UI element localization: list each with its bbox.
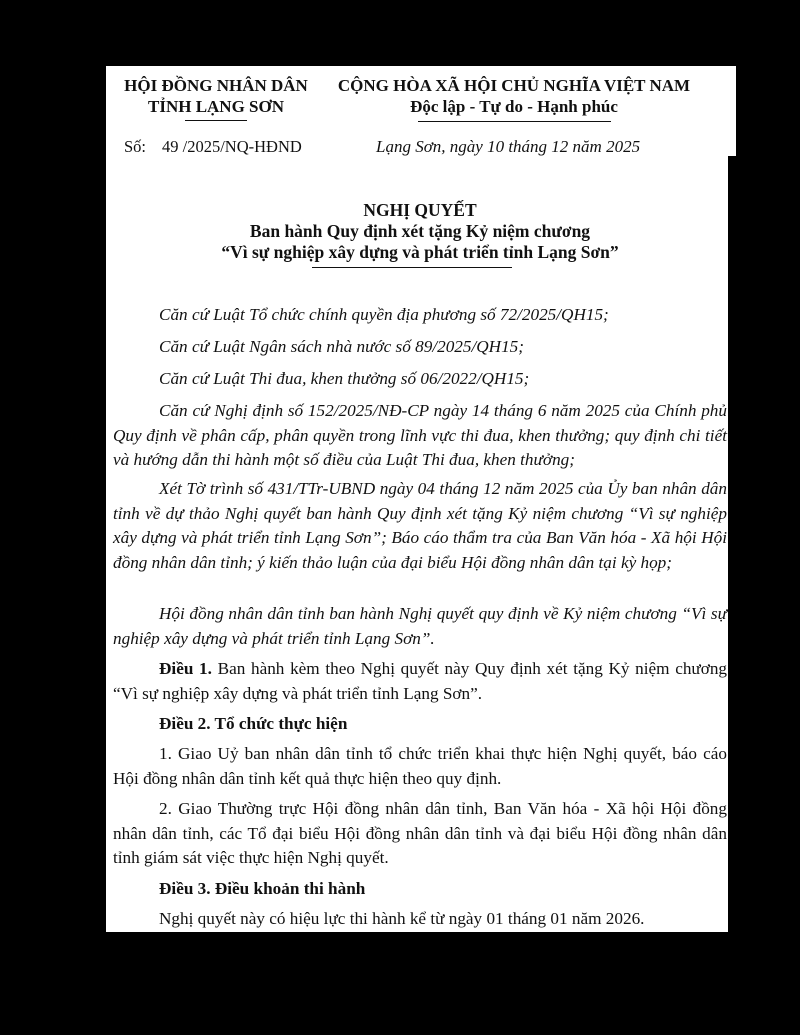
document-number-label: Số: (124, 137, 147, 156)
document-type: NGHỊ QUYẾT (363, 200, 477, 220)
national-motto: Độc lập - Tự do - Hạnh phúc (410, 97, 618, 116)
council-name-line1: HỘI ĐỒNG NHÂN DÂN (124, 76, 308, 95)
document-number: 49 /2025/NQ-HĐND (162, 137, 302, 156)
preamble-paragraph: Căn cứ Luật Ngân sách nhà nước số 89/2025/QH15; (159, 337, 524, 356)
preamble-paragraph: Căn cứ Nghị định số 152/2025/NĐ-CP ngày 14 tháng 6 năm 2025 của Chính phủ Quy định về phân cấp, phân quyền trong lĩnh vực thi đua, khen thưởng; quy định chi tiết và hướng dẫn thi hành một số điều của Luật Thi đua, khen thưởng; (113, 401, 727, 469)
preamble-paragraph: Căn cứ Luật Thi đua, khen thưởng số 06/2022/QH15; (159, 369, 530, 388)
title-underline (312, 267, 512, 268)
article-1 (113, 657, 727, 706)
preamble-paragraph: Xét Tờ trình số 431/TTr-UBND ngày 04 tháng 12 năm 2025 của Ủy ban nhân dân tỉnh về dự thảo Nghị quyết ban hành Quy định xét tặng Kỷ niệm chương “Vì sự nghiệp xây dựng và phát triển tỉnh Lạng Sơn”; Báo cáo thẩm tra của Ban Văn hóa - Xã hội Hội đồng nhân dân tỉnh; ý kiến thảo luận của đại biểu Hội đồng nhân dân tại kỳ họp; (113, 479, 727, 572)
article-3-text: Nghị quyết này có hiệu lực thi hành kể từ ngày 01 tháng 01 năm 2026. (159, 909, 645, 928)
motto-underline (418, 121, 611, 122)
title-line1: Ban hành Quy định xét tặng Kỷ niệm chương (249, 221, 591, 241)
article-2-item: 2. Giao Thường trực Hội đồng nhân dân tỉnh, Ban Văn hóa - Xã hội Hội đồng nhân dân tỉnh, các Tổ đại biểu Hội đồng nhân dân tỉnh và đại biểu Hội đồng nhân dân tỉnh giám sát việc thực hiện Nghị quyết. (113, 799, 727, 867)
place-and-date: Lạng Sơn, ngày 10 tháng 12 năm 2025 (376, 137, 641, 156)
preamble-paragraph: Căn cứ Luật Tổ chức chính quyền địa phương số 72/2025/QH15; (159, 305, 609, 324)
preamble-paragraph: Hội đồng nhân dân tỉnh ban hành Nghị quyết quy định về Kỷ niệm chương “Vì sự nghiệp xây dựng và phát triển tỉnh Lạng Sơn”. (113, 604, 727, 648)
article-3-heading: Điều 3. Điều khoản thi hành (159, 879, 366, 898)
article-1-label: Điều 1. (159, 659, 212, 678)
page-edge (728, 66, 736, 156)
article-2-item: 1. Giao Uỷ ban nhân dân tỉnh tổ chức triển khai thực hiện Nghị quyết, báo cáo Hội đồng nhân dân tỉnh kết quả thực hiện theo quy định. (113, 744, 727, 788)
title-line2: “Vì sự nghiệp xây dựng và phát triển tỉnh Lạng Sơn” (221, 242, 619, 262)
article-1-text: Ban hành kèm theo Nghị quyết này Quy định xét tặng Kỷ niệm chương “Vì sự nghiệp xây dựng và phát triển tỉnh Lạng Sơn”. (113, 659, 728, 703)
nation-name: CỘNG HÒA XÃ HỘI CHỦ NGHĨA VIỆT NAM (337, 76, 691, 95)
council-underline (185, 120, 247, 121)
council-name-line2: TỈNH LẠNG SƠN (147, 97, 285, 116)
article-2-heading: Điều 2. Tổ chức thực hiện (159, 714, 348, 733)
